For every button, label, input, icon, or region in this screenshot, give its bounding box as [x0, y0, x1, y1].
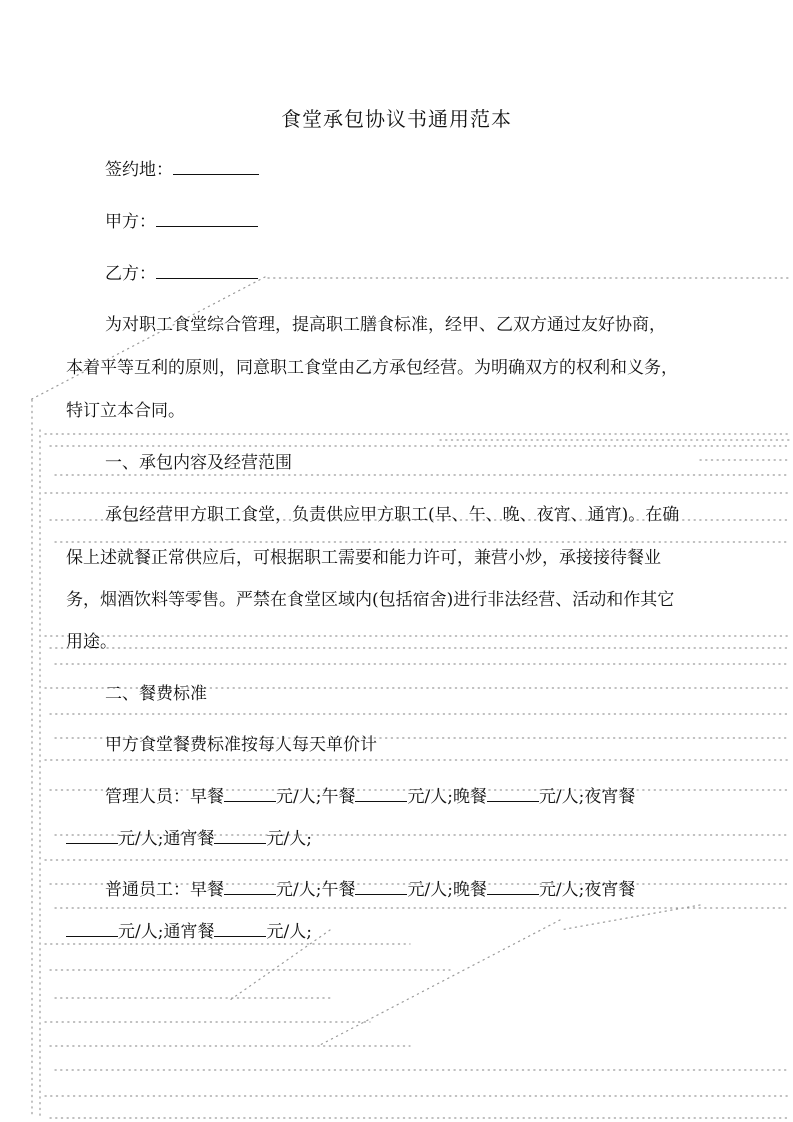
unit-label: 元/人;	[538, 880, 585, 900]
section1-line: 承包经营甲方职工食堂，负责供应甲方职工(早、午、晚、夜宵、通宵)。在确	[105, 505, 680, 525]
unit-label: 元/人;	[118, 922, 164, 942]
management-price-row	[105, 785, 635, 808]
unit-label: 元/人;	[276, 787, 322, 807]
night-label: 夜宵餐	[584, 880, 636, 900]
party-b-blank[interactable]	[156, 262, 258, 279]
unit-label: 元/人;	[407, 787, 453, 807]
dotted-line	[30, 277, 265, 400]
staff-price-row-cont	[66, 920, 312, 943]
management-dinner-blank[interactable]	[487, 785, 539, 802]
staff-breakfast-blank[interactable]	[224, 878, 276, 895]
field-party-b	[105, 262, 258, 285]
unit-label: 元/人;	[538, 787, 585, 807]
unit-label: 元/人;	[266, 829, 312, 849]
unit-label: 元/人;	[266, 922, 312, 942]
breakfast-label: 早餐	[190, 787, 224, 807]
section1-line: 保上述就餐正常供应后，可根据职工需要和能力许可，兼营小炒，承接接待餐业	[66, 548, 661, 568]
document-title: 食堂承包协议书通用范本	[281, 107, 512, 131]
unit-label: 元/人;	[276, 880, 322, 900]
party-a-blank[interactable]	[156, 210, 258, 227]
night-label: 夜宵餐	[584, 787, 636, 807]
field-label: 乙方：	[105, 264, 156, 284]
section1-line: 务，烟酒饮料等零售。严禁在食堂区域内(包括宿舍)进行非法经营、活动和作其它	[66, 590, 675, 610]
unit-label: 元/人;	[118, 829, 164, 849]
breakfast-label: 早餐	[190, 880, 224, 900]
staff-night-blank[interactable]	[66, 920, 118, 937]
management-price-row-cont	[66, 827, 312, 850]
field-label: 甲方：	[105, 212, 156, 232]
intro-line: 特订立本合同。	[66, 401, 185, 421]
overnight-label: 通宵餐	[163, 922, 215, 942]
dotted-line	[560, 905, 700, 930]
field-label: 签约地：	[105, 160, 173, 180]
section2-heading: 二、餐费标准	[105, 684, 207, 704]
staff-lunch-blank[interactable]	[355, 878, 407, 895]
staff-overnight-blank[interactable]	[214, 920, 266, 937]
management-breakfast-blank[interactable]	[224, 785, 276, 802]
section1-line: 用途。	[66, 632, 117, 652]
staff-label: 普通员工：	[105, 880, 190, 900]
lunch-label: 午餐	[321, 787, 356, 807]
dinner-label: 晚餐	[452, 880, 487, 900]
staff-price-row	[105, 878, 635, 901]
unit-label: 元/人;	[407, 880, 453, 900]
field-signing-place	[105, 158, 259, 181]
overnight-label: 通宵餐	[163, 829, 215, 849]
dinner-label: 晚餐	[452, 787, 487, 807]
staff-dinner-blank[interactable]	[487, 878, 539, 895]
management-overnight-blank[interactable]	[214, 827, 266, 844]
section1-heading: 一、承包内容及经营范围	[105, 453, 292, 473]
management-night-blank[interactable]	[66, 827, 118, 844]
section2-subheading: 甲方食堂餐费标准按每人每天单价计	[105, 735, 377, 755]
management-lunch-blank[interactable]	[355, 785, 407, 802]
lunch-label: 午餐	[321, 880, 356, 900]
intro-line: 为对职工食堂综合管理，提高职工膳食标准，经甲、乙双方通过友好协商，	[105, 315, 666, 335]
signing-place-blank[interactable]	[173, 158, 259, 175]
field-party-a	[105, 210, 258, 233]
intro-line: 本着平等互利的原则，同意职工食堂由乙方承包经营。为明确双方的权利和义务，	[66, 358, 678, 378]
management-label: 管理人员：	[105, 787, 190, 807]
dotted-line	[320, 920, 560, 1045]
